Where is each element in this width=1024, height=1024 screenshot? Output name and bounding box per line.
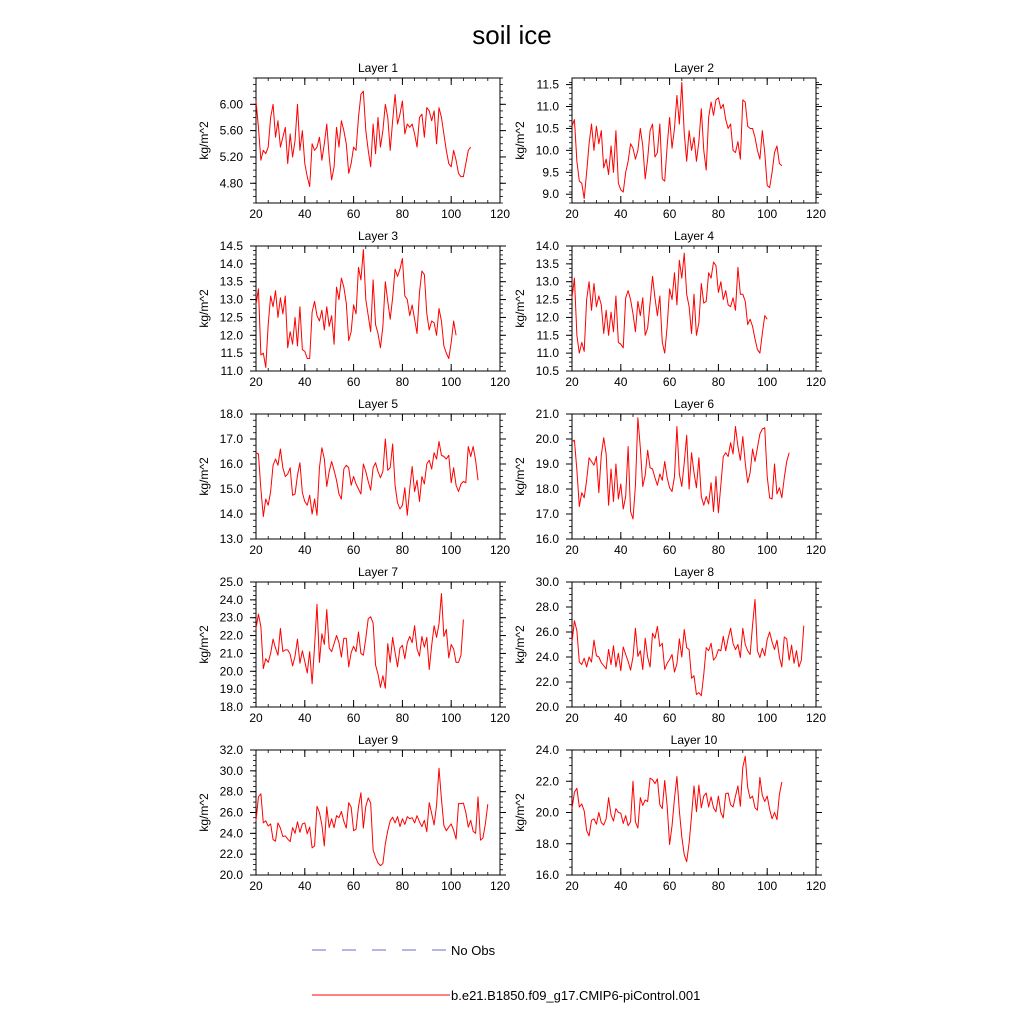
panels-group xyxy=(197,61,826,893)
x-tick-label: 120 xyxy=(805,207,827,221)
y-tick-label: 28.0 xyxy=(535,600,559,614)
y-tick-label: 10.5 xyxy=(535,121,559,136)
x-tick-label: 60 xyxy=(346,711,361,725)
y-tick-label: 19.0 xyxy=(535,457,559,471)
y-axis-label: kg/m^2 xyxy=(197,121,211,160)
y-tick-label: 13.0 xyxy=(535,274,559,289)
y-tick-label: 16.0 xyxy=(535,868,559,882)
series-line xyxy=(256,594,463,689)
series-line xyxy=(256,439,478,517)
x-tick-label: 60 xyxy=(346,879,361,893)
x-tick-label: 120 xyxy=(489,543,511,557)
chart-panel-3 xyxy=(197,229,510,389)
chart-panel-5 xyxy=(197,397,510,557)
x-tick-label: 100 xyxy=(757,207,778,221)
x-tick-label: 120 xyxy=(489,711,511,725)
y-tick-label: 26.0 xyxy=(535,625,559,639)
x-tick-label: 80 xyxy=(711,543,726,557)
x-tick-label: 40 xyxy=(298,711,312,725)
x-tick-label: 40 xyxy=(298,207,312,221)
y-tick-label: 18.0 xyxy=(219,407,243,421)
y-tick-label: 24.0 xyxy=(535,743,559,757)
x-tick-label: 60 xyxy=(662,207,677,221)
x-tick-label: 40 xyxy=(298,375,312,389)
x-tick-label: 60 xyxy=(662,375,677,389)
y-tick-label: 22.0 xyxy=(535,774,559,789)
y-tick-label: 14.5 xyxy=(219,239,243,253)
x-tick-label: 20 xyxy=(565,375,579,389)
y-tick-label: 30.0 xyxy=(535,575,559,589)
chart-panel-4 xyxy=(513,229,826,389)
series-line xyxy=(572,418,789,519)
series-line xyxy=(572,600,804,696)
x-tick-label: 20 xyxy=(249,207,263,221)
chart-panel-9 xyxy=(197,733,510,893)
x-tick-label: 100 xyxy=(757,879,778,893)
x-tick-label: 100 xyxy=(441,879,462,893)
y-axis-label: kg/m^2 xyxy=(513,289,527,328)
panel-title: Layer 7 xyxy=(357,565,399,579)
y-tick-label: 11.5 xyxy=(536,328,559,343)
x-tick-label: 20 xyxy=(249,543,263,557)
y-axis-label: kg/m^2 xyxy=(197,457,211,496)
panel-title: Layer 10 xyxy=(670,733,718,747)
plot-frame xyxy=(572,582,816,707)
y-tick-label: 11.5 xyxy=(220,346,243,361)
x-tick-label: 120 xyxy=(805,543,827,557)
legend-label-no-obs: No Obs xyxy=(451,943,496,958)
chart-panel-8 xyxy=(513,565,826,725)
x-tick-label: 120 xyxy=(489,879,511,893)
y-tick-label: 28.0 xyxy=(219,784,243,799)
x-tick-label: 60 xyxy=(346,207,361,221)
y-tick-label: 17.0 xyxy=(219,432,243,446)
x-tick-label: 100 xyxy=(441,711,462,725)
plot-frame xyxy=(256,750,500,875)
plot-frame xyxy=(572,246,816,371)
chart-panel-7 xyxy=(197,565,510,725)
y-tick-label: 20.0 xyxy=(535,700,559,714)
series-line xyxy=(256,250,456,368)
y-axis-label: kg/m^2 xyxy=(513,625,527,664)
x-tick-label: 20 xyxy=(249,879,263,893)
y-tick-label: 11.5 xyxy=(536,77,559,92)
y-tick-label: 12.0 xyxy=(535,310,559,325)
x-tick-label: 40 xyxy=(614,375,628,389)
chart-panel-10 xyxy=(513,733,826,893)
x-tick-label: 100 xyxy=(757,543,778,557)
y-tick-label: 21.0 xyxy=(219,646,243,661)
x-tick-label: 80 xyxy=(395,375,410,389)
y-tick-label: 22.0 xyxy=(219,628,243,643)
x-tick-label: 80 xyxy=(395,711,410,725)
y-tick-label: 16.0 xyxy=(219,457,243,471)
x-tick-label: 80 xyxy=(395,207,410,221)
panel-title: Layer 9 xyxy=(357,733,399,747)
y-tick-label: 20.0 xyxy=(535,805,559,820)
x-tick-label: 80 xyxy=(711,207,726,221)
y-axis-label: kg/m^2 xyxy=(197,625,211,664)
panel-title: Layer 5 xyxy=(357,397,399,411)
x-tick-label: 80 xyxy=(395,879,410,893)
x-tick-label: 100 xyxy=(441,207,462,221)
x-tick-label: 120 xyxy=(489,207,511,221)
y-tick-label: 17.0 xyxy=(535,507,559,521)
y-tick-label: 21.0 xyxy=(535,407,559,421)
x-tick-label: 60 xyxy=(346,375,361,389)
y-tick-label: 23.0 xyxy=(219,610,243,625)
x-tick-label: 60 xyxy=(662,711,677,725)
x-tick-label: 100 xyxy=(441,543,462,557)
plot-frame xyxy=(256,246,500,371)
y-tick-label: 25.0 xyxy=(219,575,243,589)
series-line xyxy=(256,91,471,186)
plot-frame xyxy=(256,582,500,707)
plot-frame xyxy=(572,414,816,539)
y-tick-label: 22.0 xyxy=(219,847,243,862)
x-tick-label: 20 xyxy=(565,207,579,221)
y-tick-label: 15.0 xyxy=(219,482,243,496)
x-tick-label: 40 xyxy=(298,543,312,557)
x-tick-label: 20 xyxy=(565,879,579,893)
y-tick-label: 19.0 xyxy=(219,682,243,697)
panel-title: Layer 3 xyxy=(357,229,399,243)
chart-panel-6 xyxy=(513,397,826,557)
y-tick-label: 12.0 xyxy=(219,328,243,343)
x-tick-label: 80 xyxy=(711,375,726,389)
plot-frame xyxy=(256,78,500,203)
y-tick-label: 20.0 xyxy=(219,664,243,679)
y-tick-label: 6.00 xyxy=(219,97,243,112)
series-line xyxy=(572,82,782,198)
y-tick-label: 18.0 xyxy=(219,700,243,714)
x-tick-label: 80 xyxy=(711,711,726,725)
y-tick-label: 20.0 xyxy=(219,868,243,882)
y-tick-label: 5.20 xyxy=(219,149,243,164)
y-tick-label: 14.0 xyxy=(535,239,559,253)
y-tick-label: 24.0 xyxy=(219,826,243,841)
x-tick-label: 40 xyxy=(614,207,628,221)
y-axis-label: kg/m^2 xyxy=(197,289,211,328)
series-line xyxy=(256,768,488,865)
y-tick-label: 18.0 xyxy=(535,836,559,851)
y-tick-label: 9.5 xyxy=(542,165,559,180)
panel-title: Layer 8 xyxy=(673,565,715,579)
y-tick-label: 13.5 xyxy=(535,256,559,271)
y-tick-label: 10.5 xyxy=(535,364,559,378)
panel-title: Layer 6 xyxy=(673,397,715,411)
y-axis-label: kg/m^2 xyxy=(513,121,527,160)
legend xyxy=(312,943,700,1003)
y-tick-label: 22.0 xyxy=(535,675,559,689)
y-tick-label: 14.0 xyxy=(219,507,243,521)
x-tick-label: 60 xyxy=(662,543,677,557)
y-tick-label: 5.60 xyxy=(219,123,243,138)
plot-frame xyxy=(572,750,816,875)
chart-panel-2 xyxy=(513,61,826,221)
panel-title: Layer 1 xyxy=(357,61,399,75)
x-tick-label: 100 xyxy=(757,711,778,725)
y-tick-label: 18.0 xyxy=(535,482,559,496)
figure-title: soil ice xyxy=(472,20,552,50)
y-axis-label: kg/m^2 xyxy=(197,793,211,832)
series-line xyxy=(572,253,767,353)
x-tick-label: 80 xyxy=(711,879,726,893)
y-tick-label: 16.0 xyxy=(535,532,559,546)
y-tick-label: 12.5 xyxy=(219,310,243,325)
y-tick-label: 32.0 xyxy=(219,743,243,757)
x-tick-label: 20 xyxy=(249,375,263,389)
y-tick-label: 12.5 xyxy=(535,292,559,307)
y-axis-label: kg/m^2 xyxy=(513,793,527,832)
x-tick-label: 20 xyxy=(249,711,263,725)
y-tick-label: 10.0 xyxy=(535,143,559,158)
y-tick-label: 14.0 xyxy=(219,256,243,271)
x-tick-label: 60 xyxy=(662,879,677,893)
x-tick-label: 20 xyxy=(565,543,579,557)
x-tick-label: 100 xyxy=(757,375,778,389)
y-axis-label: kg/m^2 xyxy=(513,457,527,496)
y-tick-label: 24.0 xyxy=(535,650,559,664)
plot-frame xyxy=(256,414,500,539)
x-tick-label: 80 xyxy=(395,543,410,557)
x-tick-label: 40 xyxy=(614,711,628,725)
x-tick-label: 120 xyxy=(489,375,511,389)
y-tick-label: 11.0 xyxy=(220,364,243,378)
y-tick-label: 11.0 xyxy=(536,99,559,114)
x-tick-label: 20 xyxy=(565,711,579,725)
y-tick-label: 13.0 xyxy=(219,292,243,307)
y-tick-label: 20.0 xyxy=(535,432,559,446)
y-tick-label: 11.0 xyxy=(536,346,559,361)
y-tick-label: 26.0 xyxy=(219,805,243,820)
x-tick-label: 120 xyxy=(805,879,827,893)
x-tick-label: 60 xyxy=(346,543,361,557)
y-tick-label: 13.5 xyxy=(219,274,243,289)
x-tick-label: 120 xyxy=(805,375,827,389)
panel-title: Layer 4 xyxy=(673,229,715,243)
y-tick-label: 30.0 xyxy=(219,763,243,778)
panel-title: Layer 2 xyxy=(673,61,715,75)
y-tick-label: 13.0 xyxy=(219,532,243,546)
legend-label-model: b.e21.B1850.f09_g17.CMIP6-piControl.001 xyxy=(451,988,701,1003)
x-tick-label: 40 xyxy=(614,879,628,893)
x-tick-label: 40 xyxy=(298,879,312,893)
x-tick-label: 100 xyxy=(441,375,462,389)
x-tick-label: 120 xyxy=(805,711,827,725)
x-tick-label: 40 xyxy=(614,543,628,557)
y-tick-label: 24.0 xyxy=(219,592,243,607)
series-line xyxy=(572,756,782,861)
y-tick-label: 4.80 xyxy=(219,176,243,191)
y-tick-label: 9.0 xyxy=(542,187,559,202)
chart-panel-1 xyxy=(197,61,510,221)
